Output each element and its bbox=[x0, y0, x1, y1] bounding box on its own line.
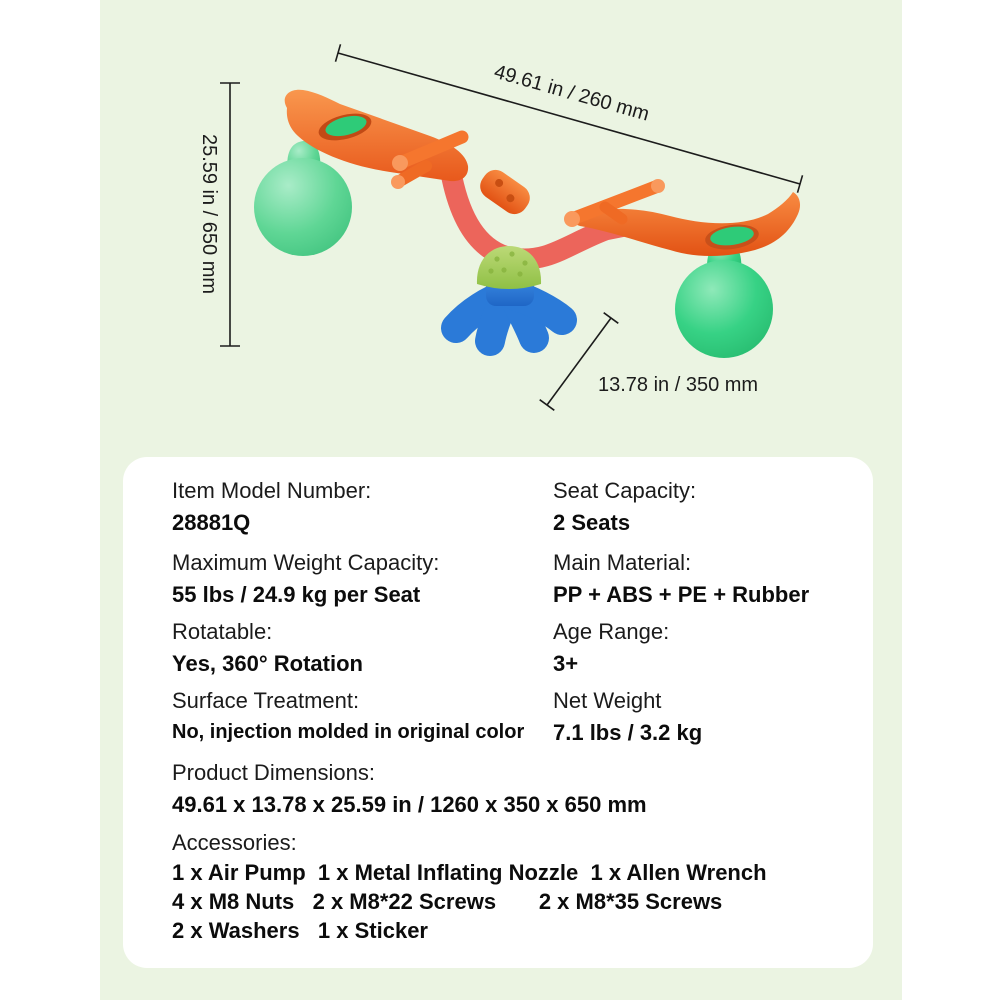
spec-value: 55 lbs / 24.9 kg per Seat bbox=[172, 582, 421, 607]
spec-card bbox=[123, 457, 873, 968]
spec-value: 28881Q bbox=[172, 510, 251, 535]
spec-value: 49.61 x 13.78 x 25.59 in / 1260 x 350 x 650 mm bbox=[172, 792, 647, 817]
spec-label: Accessories: bbox=[172, 830, 297, 855]
spec-item-rotatable bbox=[172, 616, 363, 680]
spec-item-accessories bbox=[172, 827, 767, 945]
spec-value: Yes, 360° Rotation bbox=[172, 651, 363, 676]
accessories-line-3: 2 x Washers 1 x Sticker bbox=[172, 918, 428, 943]
spec-value: PP + ABS + PE + Rubber bbox=[553, 582, 810, 607]
spec-label: Age Range: bbox=[553, 619, 670, 644]
spec-label: Net Weight bbox=[553, 688, 662, 713]
hinge-joint bbox=[475, 165, 535, 219]
spec-label: Seat Capacity: bbox=[553, 478, 697, 503]
spec-label: Item Model Number: bbox=[172, 478, 372, 503]
spec-item-surface-treatment bbox=[172, 685, 524, 749]
spec-label: Surface Treatment: bbox=[172, 688, 360, 713]
spec-item-product-dimensions bbox=[172, 757, 647, 821]
spec-value: 7.1 lbs / 3.2 kg bbox=[553, 720, 703, 745]
ball-right bbox=[675, 242, 773, 358]
spec-item-main-material bbox=[553, 547, 809, 611]
accessories-line-2: 4 x M8 Nuts 2 x M8*22 Screws 2 x M8*35 Screws bbox=[172, 889, 723, 914]
dimension-line-height bbox=[220, 83, 240, 346]
seesaw-illustration bbox=[100, 0, 902, 455]
spec-item-net-weight bbox=[553, 685, 702, 749]
spec-item-model-number bbox=[172, 475, 371, 539]
accessories-line-1: 1 x Air Pump 1 x Metal Inflating Nozzle 1 x Allen Wrench bbox=[172, 860, 767, 885]
spec-label: Rotatable: bbox=[172, 619, 273, 644]
spec-item-max-weight bbox=[172, 547, 439, 611]
spec-value: No, injection molded in original color bbox=[172, 721, 525, 743]
spec-item-seat-capacity bbox=[553, 475, 696, 539]
spec-label: Main Material: bbox=[553, 550, 692, 575]
dimension-label-depth: 13.78 in / 350 mm bbox=[598, 374, 759, 396]
dimension-label-height: 25.59 in / 650 mm bbox=[198, 133, 220, 295]
spec-label: Product Dimensions: bbox=[172, 760, 375, 785]
spec-item-age-range bbox=[553, 616, 669, 680]
dimension-label-width: 49.61 in / 260 mm bbox=[491, 60, 652, 126]
spec-value: 3+ bbox=[553, 651, 579, 676]
spec-label: Maximum Weight Capacity: bbox=[172, 550, 440, 575]
spec-value: 2 Seats bbox=[553, 510, 631, 535]
